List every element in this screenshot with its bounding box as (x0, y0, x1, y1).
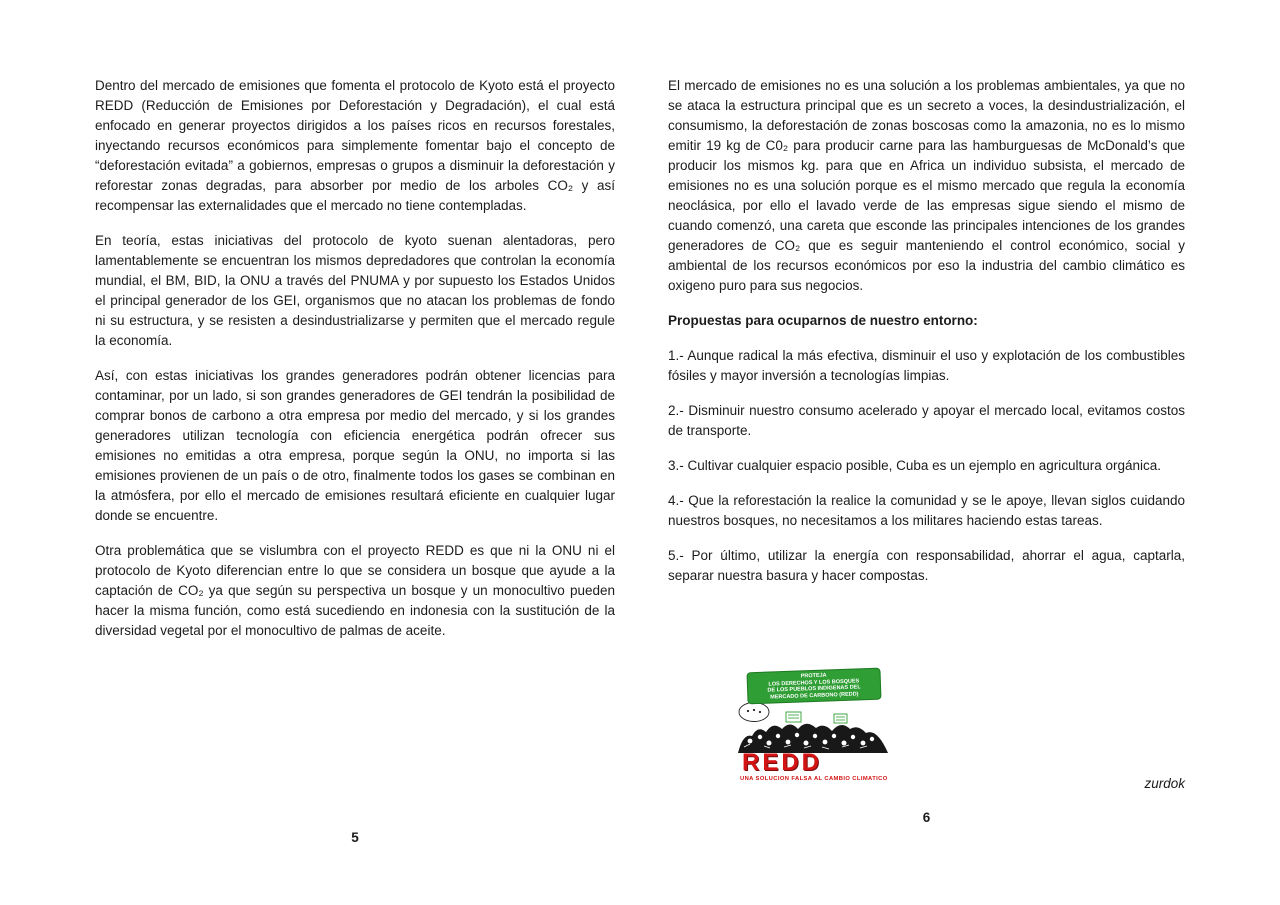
paragraph: El mercado de emisiones no es una solución a los problemas ambientales, ya que no se ataca la estructura principal que es un secreto a voces, la desindustrialización, el consumismo, la deforestación de zonas boscosas como la amazonia, no es lo mismo emitir 19 kg de C0₂ para producir carne para las hamburguesas de McDonald’s que producir los mismos kg. para que en Africa un individuo subsista, el mercado de emisiones no es una solución porque es el mismo mercado que regula la economía neoclásica, por ello el lavado verde de las empresas sigue siendo el mismo de cuando comenzó, una careta que esconde las principales intenciones de los grandes generadores de CO₂ que es seguir manteniendo el control económico, social y ambiental de los recursos económicos por eso la industria del cambio climático es oxigeno puro para sus negocios. (668, 78, 1185, 293)
redd-title: REDD (742, 749, 823, 776)
banner-line: PROTEJA (800, 672, 827, 680)
page-number-left: 5 (351, 830, 359, 845)
section-heading: Propuestas para ocuparnos de nuestro entorno: (668, 313, 978, 328)
protest-banner (746, 668, 881, 705)
banner-line: LOS DERECHOS Y LOS BOSQUES (768, 677, 860, 688)
page-right (668, 76, 1185, 866)
redd-cartoon-figure (736, 670, 892, 783)
crowd-illustration (736, 699, 892, 755)
list-item: 2.- Disminuir nuestro consumo acelerado y apoyar el mercado local, evitamos costos de transporte. (668, 403, 1185, 438)
banner-line: DE LOS PUEBLOS INDIGENAS DEL (767, 684, 861, 694)
page-number-right: 6 (922, 810, 931, 825)
author-signature: zurdok (1144, 776, 1185, 791)
paragraph: En teoría, estas iniciativas del protocolo de kyoto suenan alentadoras, pero lamentablemente se encuentran los mismos depredadores que controlan la economía mundial, el BM, BID, la ONU a través del PNUMA y por supuesto los Estados Unidos el principal generador de los GEI, organismos que no atacan los problemas de fondo ni su estructura, y se resisten a desindustrializarse y permiten que el mercado regule la economía. (95, 233, 615, 348)
paragraph: Otra problemática que se vislumbra con el proyecto REDD es que ni la ONU ni el protocolo de Kyoto diferencian entre lo que se considera un bosque que ayude a la captación de CO₂ ya que según su perspectiva un bosque y un monocultivo pueden hacer la misma función, como está sucediendo en indonesia con la sustitución de la diversidad vegetal por el monocultivo de palmas de aceite. (95, 543, 615, 638)
redd-caption: UNA SOLUCION FALSA AL CAMBIO CLIMATICO (740, 776, 888, 782)
page-left (95, 76, 615, 866)
paragraph: Así, con estas iniciativas los grandes generadores podrán obtener licencias para contaminar, por un lado, si son grandes generadores de GEI tendrán la posibilidad de comprar bonos de carbono a otra empresa por medio del mercado, y si los grandes generadores utilizan tecnología con eficiencia energética podrán ofrecer sus emisiones no emitidas a otra empresa, porque según la ONU, no importa si las emisiones provienen de un país o de otro, finalmente todos los gases se combinan en la atmósfera, por ello el mercado de emisiones resultará eficiente en cualquier lugar donde se encuentre. (95, 368, 615, 523)
list-item: 5.- Por último, utilizar la energía con responsabilidad, ahorrar el agua, captarla, separar nuestra basura y hacer compostas. (668, 548, 1185, 583)
paragraph: Dentro del mercado de emisiones que fomenta el protocolo de Kyoto está el proyecto REDD (Reducción de Emisiones por Deforestación y Degradación), el cual está enfocado en generar proyectos dirigidos a los países ricos en recursos forestales, inyectando recursos económicos para simplemente fomentar bajo el concepto de “deforestación evitada” a gobiernos, empresas o grupos a disminuir la deforestación y reforestar zonas degradas, para absorber por medio de los arboles CO₂ y así recompensar las externalidades que el mercado no tiene contempladas. (95, 78, 615, 213)
list-item: 1.- Aunque radical la más efectiva, disminuir el uso y explotación de los combustibles fósiles y mayor inversión a tecnologías limpias. (668, 348, 1185, 383)
list-item: 3.- Cultivar cualquier espacio posible, Cuba es un ejemplo en agricultura orgánica. (668, 458, 1162, 473)
list-item: 4.- Que la reforestación la realice la comunidad y se le apoye, llevan siglos cuidando nuestros bosques, no necesitamos a los militares haciendo estas tareas. (668, 493, 1185, 528)
banner-line: MERCADO DE CARBONO (REDD) (770, 690, 859, 701)
